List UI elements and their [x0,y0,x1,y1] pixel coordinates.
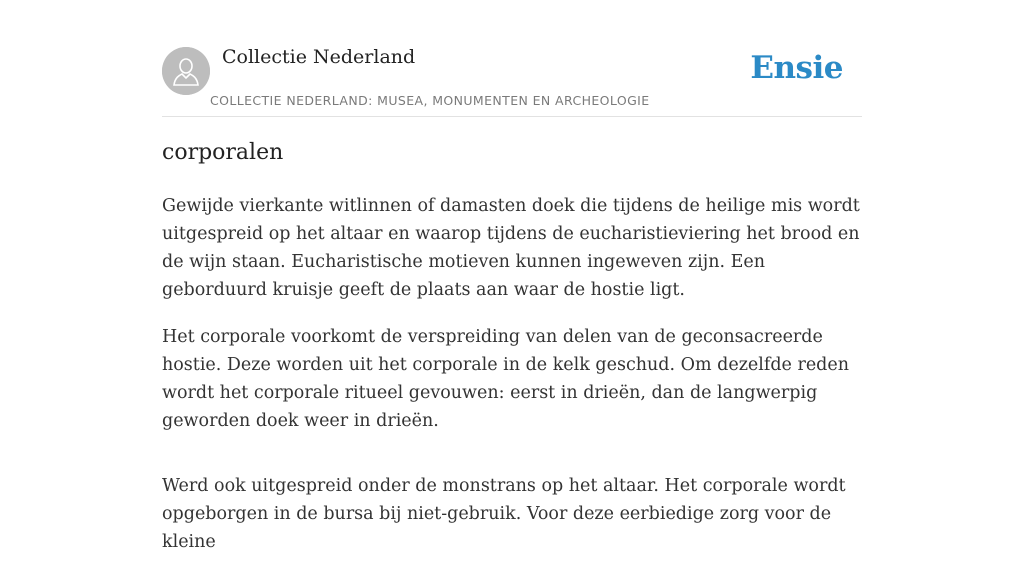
article-paragraph: Het corporale voorkomt de verspreiding van delen van de geconsacreerde hostie. Deze worden uit het corporale in de kelk geschud. Om dezelfde reden wordt het corporale ritueel gevouwen: eerst in drieën, dan de langwerpig geworden doek weer in drieën. [162,327,850,431]
ensie-logo[interactable]: Ensie [750,50,843,86]
article-paragraph: Werd ook uitgespreid onder de monstrans op het altaar. Het corporale wordt opgeborgen in de bursa bij niet-gebruik. Voor deze eerbiedige zorg voor de kleine [162,476,846,552]
article-title: corporalen [162,140,284,165]
page-container [162,0,862,552]
article-body [162,192,862,575]
article-header [162,0,862,117]
article-paragraph: Gewijde vierkante witlinnen of damasten doek die tijdens de heilige mis wordt uitgespreid op het altaar en waarop tijdens de eucharistieviering het brood en de wijn staan. Eucharistische motieven kunnen ingeweven zijn. Een geborduurd kruisje geeft de plaats aan waar de hostie ligt. [162,196,860,300]
user-avatar-icon[interactable] [162,47,210,95]
collection-link[interactable]: COLLECTIE NEDERLAND: MUSEA, MONUMENTEN EN ARCHEOLOGIE [210,93,650,108]
author-link[interactable]: Collectie Nederland [222,46,416,68]
